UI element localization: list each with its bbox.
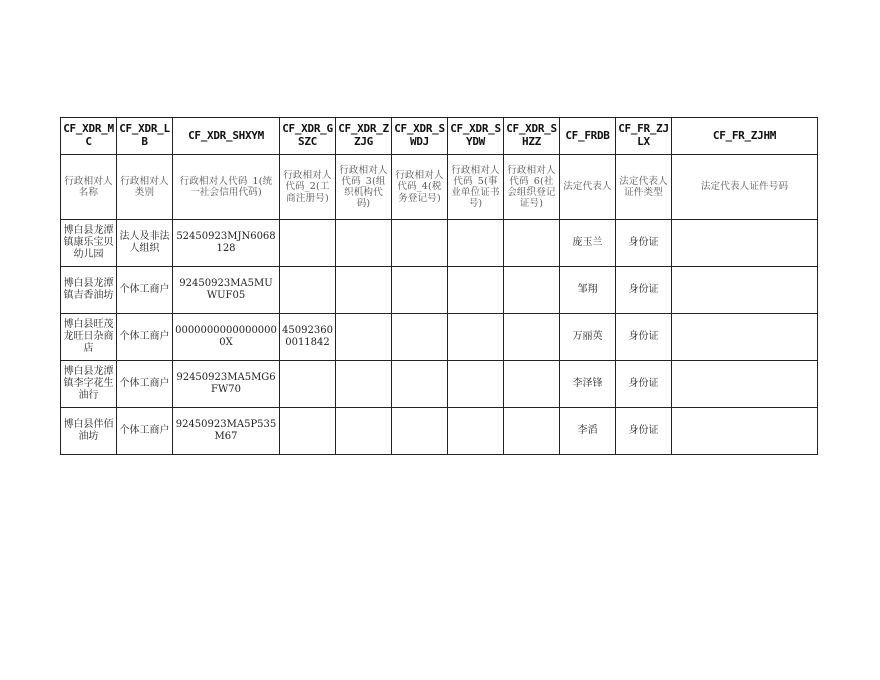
cell-zjlx: 身份证 [616, 361, 672, 408]
cell-frdb: 万丽英 [560, 314, 616, 361]
cell-mc: 博白县旺茂龙旺日杂商店 [61, 314, 117, 361]
cell-shxym: 92450923MA5P535M67 [173, 408, 280, 455]
header-code-cell: CF_XDR_SHXYM [173, 118, 280, 155]
cell-zjlx: 身份证 [616, 220, 672, 267]
cell-sydw [448, 314, 504, 361]
cell-lb: 个体工商户 [117, 314, 173, 361]
cell-shzz [504, 408, 560, 455]
header-desc-cell: 行政相对人代码_6(社会组织登记证号) [504, 155, 560, 220]
table-row [61, 220, 818, 267]
header-code-row [61, 118, 818, 155]
cell-swdj [392, 314, 448, 361]
cell-gszc [280, 220, 336, 267]
header-desc-cell: 行政相对人代码_1(统一社会信用代码) [173, 155, 280, 220]
cell-zjhm [672, 314, 818, 361]
header-desc-cell: 行政相对人代码_3(组织机构代码) [336, 155, 392, 220]
header-desc-cell: 法定代表人证件类型 [616, 155, 672, 220]
header-code-cell: CF_FRDB [560, 118, 616, 155]
cell-frdb: 李泽锋 [560, 361, 616, 408]
cell-sydw [448, 361, 504, 408]
cell-frdb: 邹翔 [560, 267, 616, 314]
cell-zjhm [672, 361, 818, 408]
cell-shzz [504, 220, 560, 267]
cell-shxym: 00000000000000000X [173, 314, 280, 361]
cell-zjlx: 身份证 [616, 314, 672, 361]
cell-shzz [504, 267, 560, 314]
header-code-cell: CF_XDR_GSZC [280, 118, 336, 155]
header-code-cell: CF_XDR_SWDJ [392, 118, 448, 155]
header-desc-cell: 法定代表人 [560, 155, 616, 220]
header-desc-cell: 行政相对人类别 [117, 155, 173, 220]
header-code-cell: CF_XDR_SHZZ [504, 118, 560, 155]
cell-zjhm [672, 220, 818, 267]
cell-sydw [448, 267, 504, 314]
header-code-cell: CF_FR_ZJLX [616, 118, 672, 155]
cell-gszc [280, 408, 336, 455]
header-code-cell: CF_XDR_SYDW [448, 118, 504, 155]
cell-mc: 博白县伴佰油坊 [61, 408, 117, 455]
cell-zjhm [672, 408, 818, 455]
header-desc-cell: 行政相对人代码_2(工商注册号) [280, 155, 336, 220]
cell-zjhm [672, 267, 818, 314]
cell-shxym: 92450923MA5MG6FW70 [173, 361, 280, 408]
cell-swdj [392, 408, 448, 455]
cell-lb: 个体工商户 [117, 361, 173, 408]
header-code-cell: CF_XDR_LB [117, 118, 173, 155]
cell-shxym: 52450923MJN6068128 [173, 220, 280, 267]
header-code-cell: CF_XDR_MC [61, 118, 117, 155]
cell-gszc: 450923600011842 [280, 314, 336, 361]
cell-zzjg [336, 361, 392, 408]
cell-zzjg [336, 220, 392, 267]
cell-frdb: 庞玉兰 [560, 220, 616, 267]
cell-mc: 博白县龙潭镇康乐宝贝幼儿园 [61, 220, 117, 267]
cell-lb: 法人及非法人组织 [117, 220, 173, 267]
header-desc-cell: 法定代表人证件号码 [672, 155, 818, 220]
cell-zzjg [336, 267, 392, 314]
cell-zzjg [336, 314, 392, 361]
cell-swdj [392, 220, 448, 267]
header-code-cell: CF_FR_ZJHM [672, 118, 818, 155]
cell-lb: 个体工商户 [117, 408, 173, 455]
cell-gszc [280, 361, 336, 408]
header-desc-row [61, 155, 818, 220]
cell-lb: 个体工商户 [117, 267, 173, 314]
cell-swdj [392, 361, 448, 408]
cell-shzz [504, 361, 560, 408]
cell-swdj [392, 267, 448, 314]
header-desc-cell: 行政相对人代码_4(税务登记号) [392, 155, 448, 220]
header-desc-cell: 行政相对人名称 [61, 155, 117, 220]
cell-zjlx: 身份证 [616, 267, 672, 314]
table-row [61, 408, 818, 455]
data-table [60, 117, 818, 455]
header-desc-cell: 行政相对人代码_5(事业单位证书号) [448, 155, 504, 220]
cell-shxym: 92450923MA5MUWUF05 [173, 267, 280, 314]
cell-zzjg [336, 408, 392, 455]
cell-gszc [280, 267, 336, 314]
cell-sydw [448, 220, 504, 267]
cell-mc: 博白县龙潭镇李字花生油行 [61, 361, 117, 408]
header-code-cell: CF_XDR_ZZJG [336, 118, 392, 155]
cell-zjlx: 身份证 [616, 408, 672, 455]
cell-frdb: 李滔 [560, 408, 616, 455]
cell-sydw [448, 408, 504, 455]
cell-shzz [504, 314, 560, 361]
table-row [61, 314, 818, 361]
table-row [61, 267, 818, 314]
table-row [61, 361, 818, 408]
cell-mc: 博白县龙潭镇吉香油坊 [61, 267, 117, 314]
